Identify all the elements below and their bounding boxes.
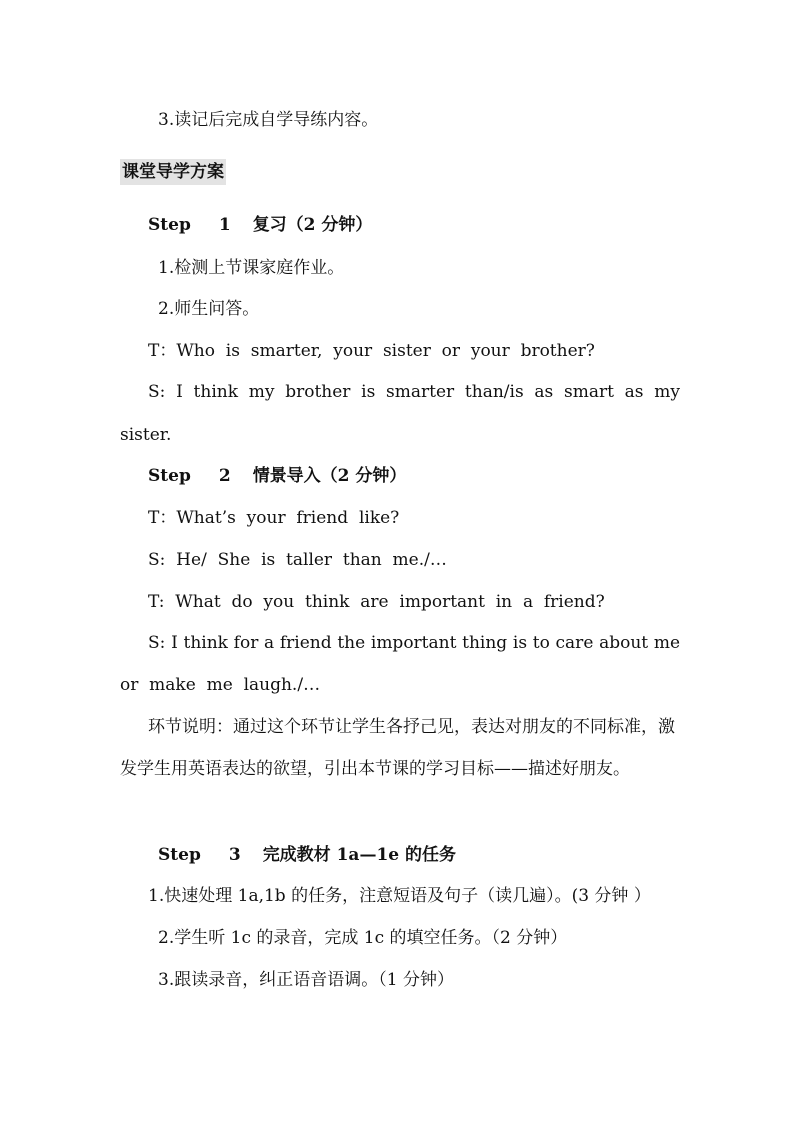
task-line: 1.快速处理 1a,1b 的任务，注意短语及句子（读几遍）。(3 分钟 ） [148, 886, 651, 906]
dialogue-line: S: I think my brother is smarter than/is as smart as my [148, 382, 680, 402]
dialogue-line-continued: or make me laugh./… [120, 675, 321, 695]
step-title: 情景导入（2 分钟） [252, 466, 407, 486]
step-number: 1 [218, 215, 231, 235]
step-word: Step [148, 466, 191, 486]
dialogue-line: T: What do you think are important in a friend? [148, 592, 605, 612]
step-word: Step [158, 845, 201, 865]
step-3-heading [158, 843, 456, 867]
step-number: 2 [218, 466, 231, 486]
dialogue-line-continued: sister. [120, 425, 172, 445]
text-line: 2.师生问答。 [158, 299, 260, 319]
task-line: 2.学生听 1c 的录音，完成 1c 的填空任务。（2 分钟） [158, 928, 568, 948]
step-number: 3 [228, 845, 241, 865]
section-heading: 课堂导学方案 [120, 159, 226, 185]
step-title: 复习（2 分钟） [252, 215, 373, 235]
dialogue-line: S: He/ She is taller than me./… [148, 550, 447, 570]
step-1-heading [148, 213, 372, 237]
dialogue-line: T：Who is smarter, your sister or your brother? [148, 341, 595, 361]
step-title: 完成教材 1a—1e 的任务 [262, 845, 457, 865]
text-line: 1.检测上节课家庭作业。 [158, 258, 345, 278]
step-2-heading [148, 464, 406, 488]
explanation-text: 环节说明：通过这个环节让学生各抒己见，表达对朋友的不同标准，激发学生用英语表达的欲望，引出本节课的学习目标——描述好朋友。 [120, 717, 675, 779]
text-line: 3.读记后完成自学导练内容。 [158, 110, 379, 130]
step-word: Step [148, 215, 191, 235]
dialogue-line: T：What’s your friend like? [148, 508, 400, 528]
dialogue-line: S: I think for a friend the important thing is to care about me [148, 633, 680, 653]
task-line: 3.跟读录音，纠正语音语调。（1 分钟） [158, 970, 454, 990]
explanation-paragraph [120, 706, 680, 790]
